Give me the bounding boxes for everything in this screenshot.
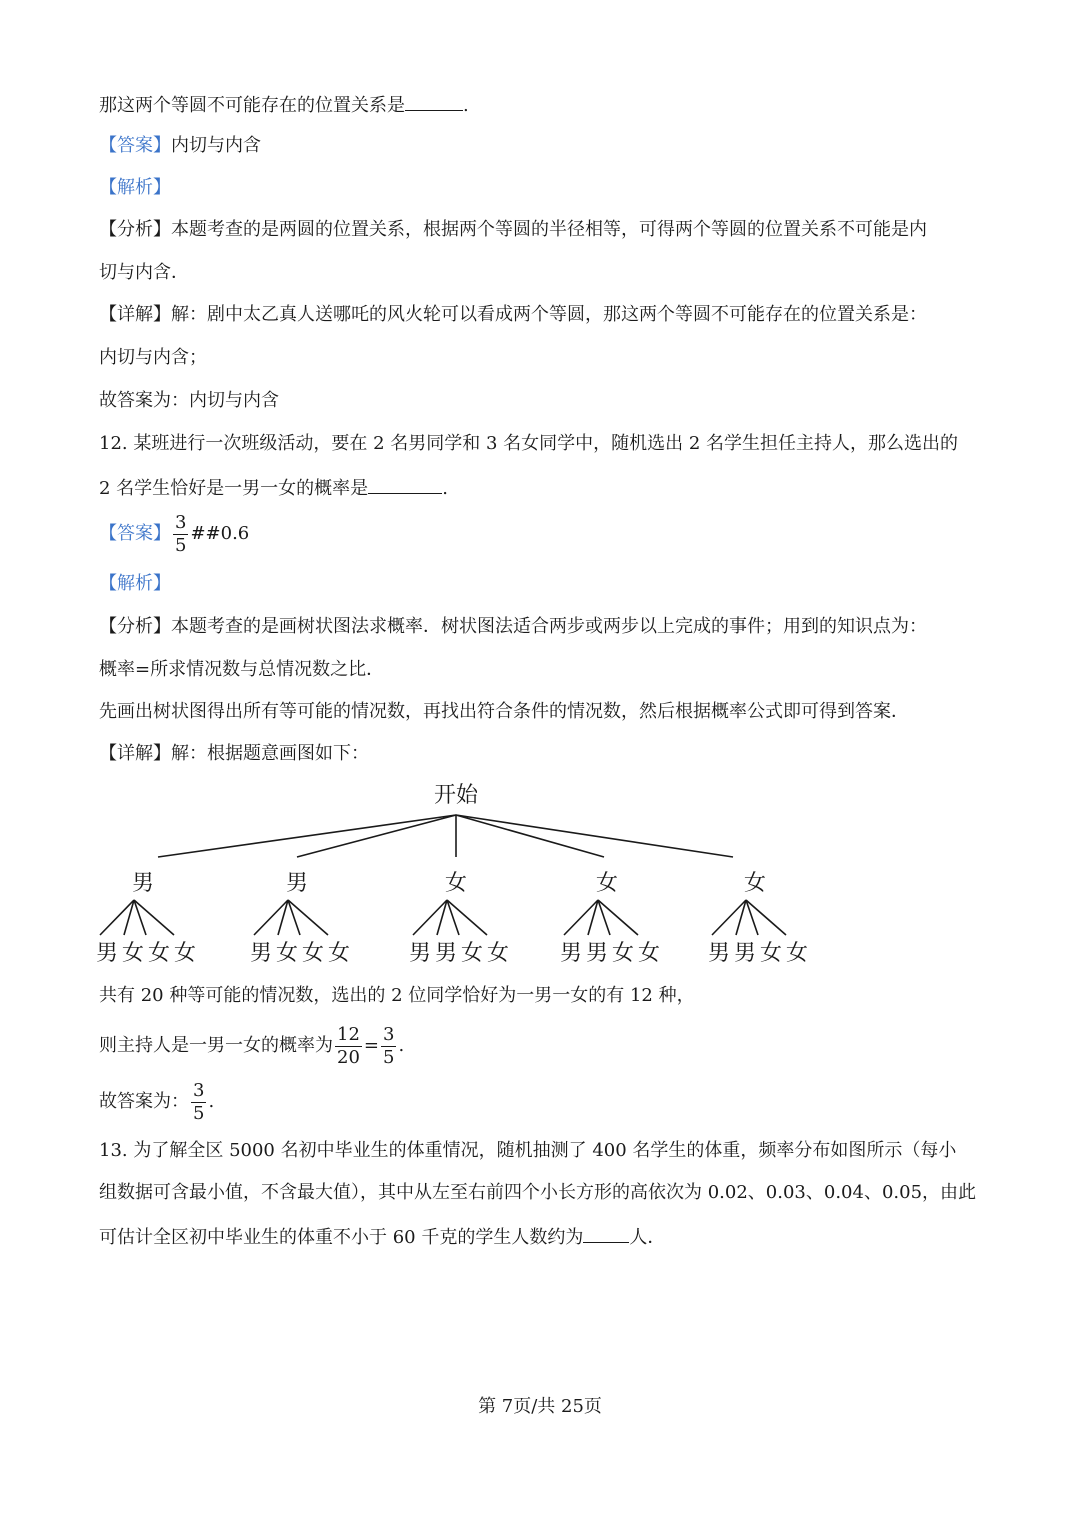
- fraction-3-5: $\frac{3}{5}$: [383, 1023, 395, 1068]
- answer-alt: ##0.6: [190, 523, 250, 544]
- tree-level2-label: 男: [585, 941, 609, 966]
- q11-detail-line-2: 内切与内含；: [99, 347, 207, 368]
- q12-result-line-2: 则主持人是一男一女的概率为 $\frac{12}{20}$ = $\frac{3}{5}$ .: [99, 1023, 405, 1068]
- probability-tree-diagram: [0, 770, 1080, 980]
- tree-level2-label: 女: [173, 941, 197, 966]
- tree-level2-label: 女: [147, 941, 171, 966]
- q12-jiexi-tag: 【解析】: [99, 573, 171, 594]
- tree-level2-label: 女: [486, 941, 510, 966]
- q12-question-line-1: 12. 某班进行一次班级活动，要在 2 名男同学和 3 名女同学中，随机选出 2 名学生担任主持人，那么选出的: [99, 433, 959, 454]
- q11-answer-line: [99, 134, 261, 158]
- answer-tag: 【答案】: [99, 523, 171, 544]
- tree-level1-label: 女: [743, 871, 767, 896]
- q12-detail-line-1: 【详解】解：根据题意画图如下：: [99, 743, 369, 764]
- q11-analysis-line-1: 【分析】本题考查的是两圆的位置关系，根据两个等圆的半径相等，可得两个等圆的位置关系不可能是内: [99, 219, 927, 240]
- q13-question-line-1: 13. 为了解全区 5000 名初中毕业生的体重情况，随机抽测了 400 名学生的体重，频率分布如图所示（每小: [99, 1140, 957, 1161]
- conclusion-fraction: $\frac{3}{5}$: [193, 1079, 205, 1124]
- tree-level2-label: 女: [301, 941, 325, 966]
- q11-question-tail: 那这两个等圆不可能存在的位置关系是 .: [99, 92, 469, 118]
- tree-level1-label: 女: [444, 871, 468, 896]
- q12-analysis-line-3: 先画出树状图得出所有等可能的情况数，再找出符合条件的情况数，然后根据概率公式即可得到答案．: [99, 701, 909, 722]
- answer-blank: [583, 1224, 629, 1243]
- tree-level2-label: 女: [121, 941, 145, 966]
- tree-level2-label: 男: [95, 941, 119, 966]
- tree-level2-label: 男: [559, 941, 583, 966]
- q12-analysis-line-2: 概率=所求情况数与总情况数之比．: [99, 659, 385, 680]
- answer-blank: [405, 92, 463, 111]
- answer-blank: [368, 475, 442, 494]
- tree-level1-label: 女: [595, 871, 619, 896]
- q12-conclusion: 故答案为： $\frac{3}{5}$ .: [99, 1079, 215, 1124]
- q11-analysis-line-2: 切与内含．: [99, 262, 189, 283]
- tree-level2-label: 女: [611, 941, 635, 966]
- tree-level2-label: 女: [460, 941, 484, 966]
- tree-branch-level1: [297, 815, 456, 857]
- tree-level1-label: 男: [285, 871, 309, 896]
- tree-level2-label: 女: [637, 941, 661, 966]
- answer-fraction: $\frac{3}{5}$: [175, 511, 187, 556]
- answer-text: 内切与内含: [171, 135, 261, 156]
- page-footer: 第 7页/共 25页: [478, 1396, 602, 1417]
- tree-level1-label: 男: [131, 871, 155, 896]
- tree-level2-label: 男: [249, 941, 273, 966]
- q11-jiexi-tag: 【解析】: [99, 177, 171, 198]
- q12-question-line-2: 2 名学生恰好是一男一女的概率是 .: [99, 475, 448, 501]
- q12-result-line-1: 共有 20 种等可能的情况数，选出的 2 位同学恰好为一男一女的有 12 种，: [99, 985, 695, 1006]
- q11-conclusion: 故答案为：内切与内含: [99, 390, 279, 411]
- fraction-12-20: $\frac{12}{20}$: [337, 1023, 360, 1068]
- tree-level2-label: 男: [733, 941, 757, 966]
- tree-level2-label: 女: [327, 941, 351, 966]
- tree-branch-level1: [158, 815, 456, 857]
- q11-detail-line-1: 【详解】解：剧中太乙真人送哪吒的风火轮可以看成两个等圆，那这两个等圆不可能存在的位置关系是：: [99, 304, 927, 325]
- tree-level2-label: 女: [785, 941, 809, 966]
- q12-analysis-line-1: 【分析】本题考查的是画树状图法求概率．树状图法适合两步或两步以上完成的事件；用到的知识点为：: [99, 616, 927, 637]
- tree-level2-label: 男: [408, 941, 432, 966]
- q12-answer-line: [99, 510, 249, 558]
- tree-level2-label: 女: [759, 941, 783, 966]
- answer-tag: 【答案】: [99, 135, 171, 156]
- tree-branch-level1: [456, 815, 604, 857]
- tree-level2-label: 男: [434, 941, 458, 966]
- tree-root-label: 开始: [433, 783, 479, 808]
- q13-question-line-3: 可估计全区初中毕业生的体重不小于 60 千克的学生人数约为 人．: [99, 1224, 665, 1250]
- tree-level2-label: 男: [707, 941, 731, 966]
- tree-branch-level1: [456, 815, 733, 857]
- q13-question-line-2: 组数据可含最小值，不含最大值），其中从左至右前四个小长方形的高依次为 0.02、0.03、0.04、0.05，由此: [99, 1182, 977, 1203]
- tree-level2-label: 女: [275, 941, 299, 966]
